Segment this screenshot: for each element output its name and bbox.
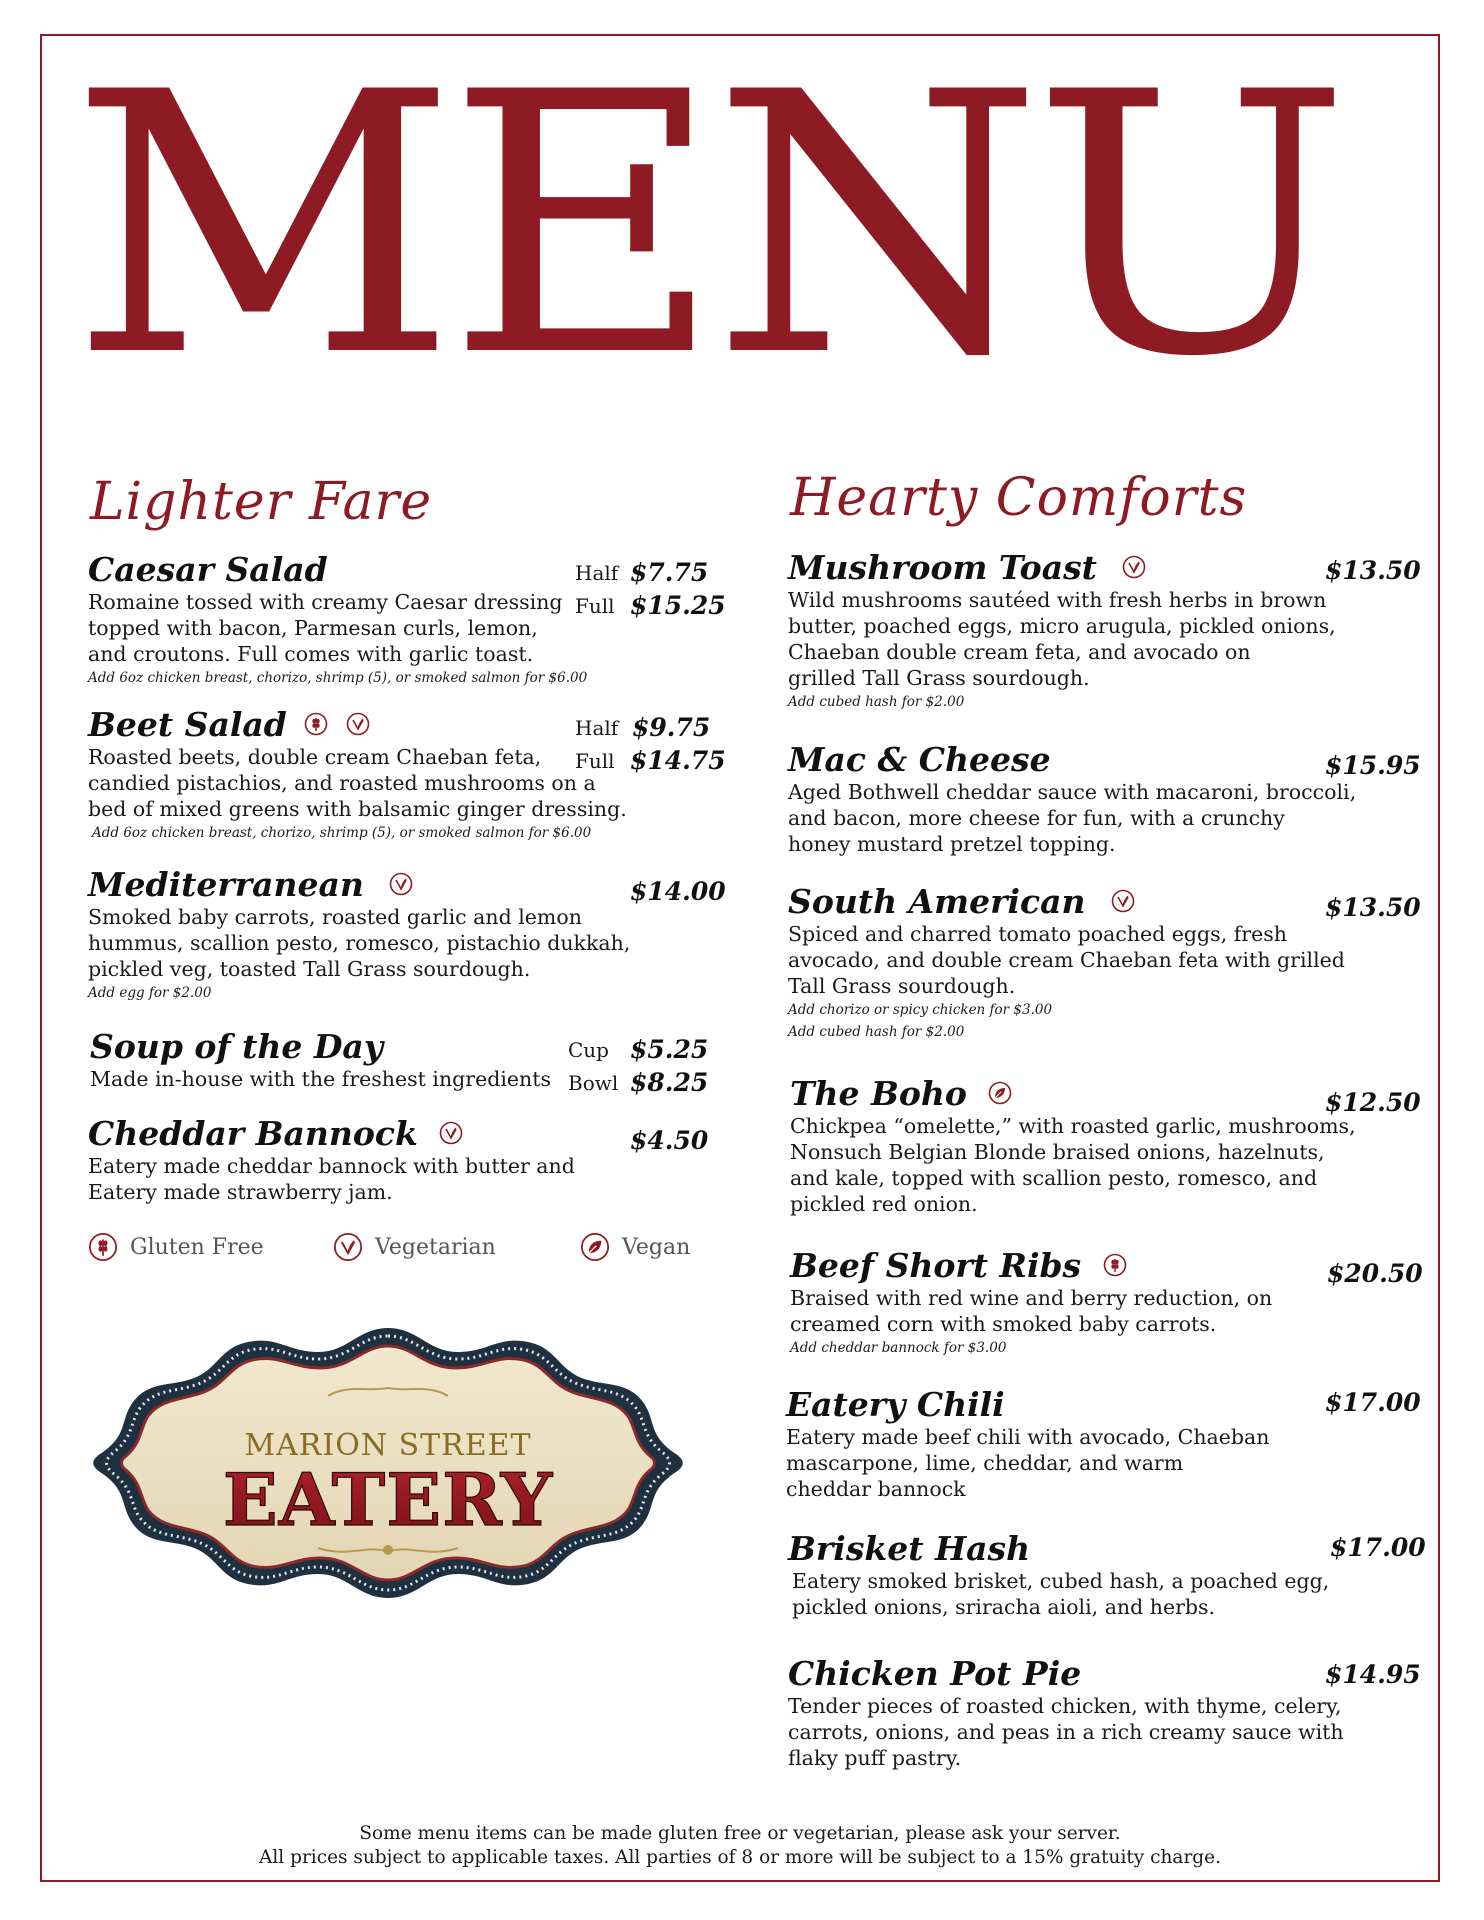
menu-item-soup-of-the-day	[90, 1028, 551, 1092]
item-price: $14.00	[630, 877, 726, 906]
item-description: Smoked baby carrots, roasted garlic and lemon hummus, scallion pesto, romesco, pistachio dukkah, pickled veg, toasted Tall Grass sourdough.	[88, 905, 631, 981]
item-description: Aged Bothwell cheddar sauce with macaroni, broccoli, and bacon, more cheese for fun, with a crunchy honey mustard pretzel topping.	[788, 780, 1357, 856]
item-name: Eatery Chili	[786, 1385, 1005, 1424]
menu-item-eatery-chili	[786, 1386, 1269, 1502]
item-name: Brisket Hash	[788, 1529, 1031, 1568]
item-price: $15.95	[1325, 751, 1421, 780]
menu-item-south-american	[788, 883, 1345, 1043]
size-label: Cup	[568, 1038, 609, 1062]
legend-label: Gluten Free	[130, 1234, 264, 1260]
item-name: Caesar Salad	[88, 550, 328, 589]
item-description: Tender pieces of roasted chicken, with thyme, celery, carrots, onions, and peas in a rich creamy sauce with flaky puff pastry.	[788, 1694, 1344, 1770]
item-price: $17.00	[1325, 1388, 1421, 1417]
item-description: Romaine tossed with creamy Caesar dressing topped with bacon, Parmesan curls, lemon, and croutons. Full comes with garlic toast.	[88, 590, 563, 666]
vegetarian-icon	[346, 712, 370, 736]
item-description: Eatery smoked brisket, cubed hash, a poached egg, pickled onions, sriracha aioli, and herbs.	[792, 1569, 1330, 1619]
vegetarian-icon	[1122, 555, 1146, 579]
item-name: Beet Salad	[88, 705, 287, 744]
menu-item-chicken-pot-pie	[788, 1655, 1344, 1771]
vegan-icon	[988, 1081, 1012, 1105]
item-price: $12.50	[1325, 1088, 1421, 1117]
vegetarian-icon	[333, 1232, 363, 1262]
item-price: $8.25	[630, 1068, 709, 1097]
item-price: $9.75	[632, 713, 711, 742]
menu-item-brisket-hash	[788, 1530, 1329, 1620]
vegetarian-icon	[389, 872, 413, 896]
restaurant-logo	[88, 1322, 688, 1604]
legend-vegan	[580, 1232, 690, 1262]
item-description: Eatery made cheddar bannock with butter and Eatery made strawberry jam.	[88, 1154, 575, 1204]
menu-item-mac-and-cheese	[788, 741, 1356, 857]
gluten-free-icon	[1103, 1253, 1127, 1277]
vegan-icon	[580, 1232, 610, 1262]
footer-note-2: All prices subject to applicable taxes. All parties of 8 or more will be subject to a 15% gratuity charge.	[259, 1847, 1221, 1868]
item-addon: Add chorizo or spicy chicken for $3.00	[788, 1002, 1053, 1018]
item-name: Beef Short Ribs	[790, 1246, 1082, 1285]
menu-item-caesar-salad	[88, 551, 587, 689]
item-price: $13.50	[1325, 893, 1421, 922]
item-price: $14.75	[630, 746, 726, 775]
logo-line2: EATERY	[222, 1457, 554, 1542]
item-name: The Boho	[790, 1074, 967, 1113]
item-price: $17.00	[1330, 1533, 1426, 1562]
item-addon: Add 6oz chicken breast, chorizo, shrimp (5), or smoked salmon for $6.00	[92, 825, 592, 841]
item-name: Soup of the Day	[90, 1027, 383, 1066]
item-description: Roasted beets, double cream Chaeban feta, candied pistachios, and roasted mushrooms on a bed of mixed greens with balsamic ginger dressing.	[88, 745, 627, 821]
item-description: Braised with red wine and berry reduction, on creamed corn with smoked baby carrots.	[790, 1286, 1273, 1336]
gluten-free-icon	[304, 712, 328, 736]
item-description: Eatery made beef chili with avocado, Chaeban mascarpone, lime, cheddar, and warm cheddar bannock	[786, 1425, 1270, 1501]
size-label: Half	[575, 561, 619, 585]
logo-line1: MARION STREET	[244, 1428, 532, 1463]
item-addon: Add cubed hash for $2.00	[788, 694, 965, 710]
size-label: Bowl	[568, 1071, 619, 1095]
menu-item-beef-short-ribs	[790, 1247, 1272, 1359]
menu-item-mushroom-toast	[788, 549, 1336, 713]
item-price: $20.50	[1327, 1259, 1423, 1288]
legend-vegetarian	[333, 1232, 496, 1262]
item-price: $15.25	[630, 591, 726, 620]
menu-item-cheddar-bannock	[88, 1115, 575, 1205]
menu-item-beet-salad	[88, 706, 627, 844]
legend-label: Vegetarian	[375, 1234, 496, 1260]
size-label: Half	[575, 716, 619, 740]
item-addon: Add 6oz chicken breast, chorizo, shrimp (5), or smoked salmon for $6.00	[88, 670, 588, 686]
menu-item-mediterranean	[88, 866, 630, 1004]
item-price: $7.75	[630, 558, 709, 587]
item-addon: Add egg for $2.00	[88, 985, 212, 1001]
item-description: Chickpea “omelette,” with roasted garlic, mushrooms, Nonsuch Belgian Blonde braised onions, hazelnuts, and kale, topped with scallion pesto, romesco, and pickled red onion.	[790, 1114, 1356, 1216]
vegetarian-icon	[1111, 889, 1135, 913]
item-description: Spiced and charred tomato poached eggs, fresh avocado, and double cream Chaeban feta with grilled Tall Grass sourdough.	[788, 922, 1345, 998]
gluten-free-icon	[88, 1232, 118, 1262]
section-title-lighter-fare: Lighter Fare	[90, 472, 433, 532]
item-price: $13.50	[1325, 556, 1421, 585]
vegetarian-icon	[439, 1121, 463, 1145]
legend-label: Vegan	[622, 1234, 691, 1260]
size-label: Full	[575, 594, 615, 618]
item-description: Made in-house with the freshest ingredients	[90, 1067, 551, 1091]
item-price: $5.25	[630, 1035, 709, 1064]
item-price: $14.95	[1325, 1660, 1421, 1689]
item-addon: Add cheddar bannock for $3.00	[790, 1340, 1007, 1356]
item-name: Mushroom Toast	[788, 548, 1097, 587]
footer-note-1: Some menu items can be made gluten free or vegetarian, please ask your server.	[359, 1823, 1121, 1844]
item-name: Mediterranean	[88, 865, 364, 904]
item-name: Cheddar Bannock	[88, 1114, 418, 1153]
legend-gluten-free	[88, 1232, 264, 1262]
item-name: South American	[788, 882, 1086, 921]
item-price: $4.50	[630, 1126, 709, 1155]
item-addon: Add cubed hash for $2.00	[788, 1024, 965, 1040]
menu-item-the-boho	[790, 1075, 1356, 1217]
item-name: Chicken Pot Pie	[788, 1654, 1082, 1693]
size-label: Full	[575, 749, 615, 773]
item-name: Mac & Cheese	[788, 740, 1051, 779]
menu-title: MENU	[70, 16, 1341, 435]
section-title-hearty-comforts: Hearty Comforts	[790, 468, 1248, 528]
item-description: Wild mushrooms sautéed with fresh herbs in brown butter, poached eggs, micro arugula, pickled onions, Chaeban double cream feta, and avocado on grilled Tall Grass sourdough.	[788, 588, 1336, 690]
